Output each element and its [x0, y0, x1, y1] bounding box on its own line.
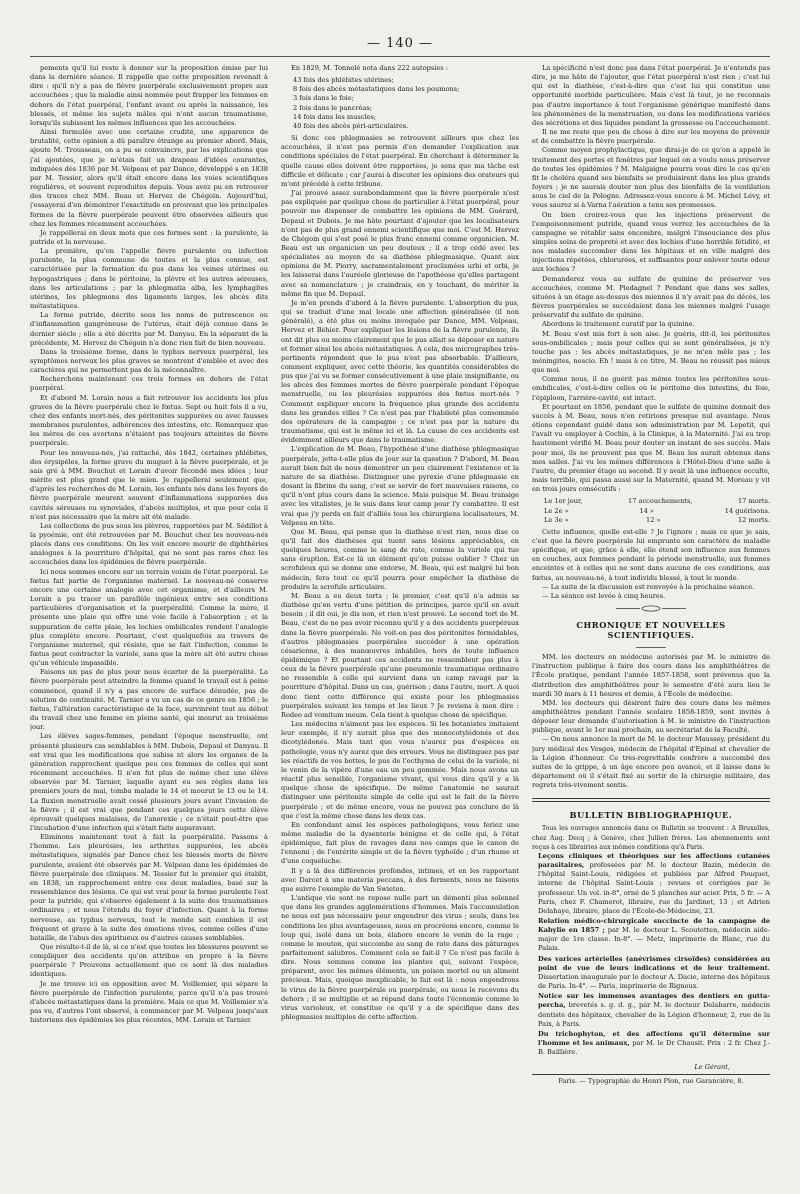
bibliography-entry-title: Leçons cliniques et théoriques sur les affections cutanées parasitaires, — [538, 851, 770, 870]
article-paragraph: pements qu'il lui reste à donner sur la proposition émise par lui dans la dernière séance. Il rappelle que cette proposition revenait à dire : qu'il n'y a pas de fièvre puerpérale exclusivement propre aux accouchées ; que la maladie ainsi nommée peut frapper les femmes en dehors de l'état puerpéral, l'enfant avant ou après la naissance, les blessés, et même les sujets mâles qui n'ont aucun traumatisme, lorsqu'ils subissent les mêmes influences que les accouchées. — [30, 64, 268, 127]
manager-signature: Le Gérant, — [694, 1063, 730, 1072]
article-paragraph: Cette influence, quelle est-elle ? Je l'ignore ; mais ce que je sais, c'est que la fièvre puerpérale lui emprunte son caractère de maladie spécifique, et que, grâce à elle, elle étend son influence aux femmes en couches, aux femmes pendant la période menstruelle, aux femmes enceintes et à celles qui ne sont dans aucune de ces conditions, aux fœtus, au nouveau-né, à tout individu blessé, à tout le monde. — [532, 527, 770, 582]
article-paragraph: Que résulte-t-il de là, si ce n'est que toutes les blessures peuvent se compliquer des accidents qu'on attribue en propre à la fièvre puerpérale ? Prouvons actuellement que ce sont là des maladies identiques. — [30, 943, 268, 979]
article-paragraph: — La séance est levée à cinq heures. — [542, 591, 666, 600]
maternity-stat-row — [532, 507, 770, 516]
bibliography-entry-title: Des varices artérielles (anévrismes cirsoïdes) considérées au point de vue de leurs indications et de leur traitement. — [538, 954, 770, 972]
autopsy-intro: En 1829, M. Tonnelé nota dans 222 autopsies : — [291, 64, 448, 72]
maternity-stat-row — [532, 497, 770, 506]
article-paragraph: La forme putride, décrite sous les noms de putrescence ou d'inflammation gangréneuse de l'utérus, était déjà connue dans le dernier siècle ; elle a été décrite par M. Danyau. En la séparant de la précédente, M. Hervez de Chégoin n'a donc rien fait de bien nouveau. — [30, 311, 268, 347]
bibliography-entry — [532, 852, 770, 916]
article-paragraph: L'antique vie sont ne repose nulle part un démenti plus solennel que dans les grandes agglomérations d'hommes. Mais l'accumulation ne nous est pas nécessaire pour engendrer des virus ; seuls, dans les conditions les plus avantageuses, nous en procréons encore, comme le loup qui, isolé dans un bois, élabore encore le venin de la rage ; comme le mouton, qui succombe au sang de rate dans des pâturages parfaitement salubres. Comment cela se fait-il ? Ce n'est pas facile à dire. Nous sommes comme les plantes qui, suivant l'espèce, préparent, avec les mêmes éléments, un poison mortel ou un aliment précieux. Mais, quoique inexplicable, le fait est là : nous engendrons le virus de la fièvre puerpérale ou puerpérale, ou nous le recevons du dehors ; il se multiplie et se répand dans toute l'économie comme le virus varioleux, et constitue ce qu'il y a de spécifique dans des phlegmasies multiples de cette affection. — [281, 894, 519, 1022]
article-paragraph: Les médecins n'aiment pas les espèces. Si les botanistes imitaient leur exemple, il n'y aurait plus que des monocotylédonés et des dicotylédonés. Mais tant que vous n'aurez pas d'espèces en pathologie, vous n'y aurez que des erreurs. Vous ne distinguez pas par les réactifs de vos bottes, le pus de l'ecthyma de celui de la variole, ni le venin de la vipère d'une eau un peu gommée. Mais nous avons un réactif plus sensible, l'organisme vivant, qui vous dira qu'il y a là quelque chose de spécifique. De même l'anatomie ne saurait distinguer une péritonite simple de celle qui est le fait de la fièvre puerpérale ; et de même encore, vous ne pouvez pas conclure de là que c'est la même chose dans les deux cas. — [281, 720, 519, 820]
article-paragraph: Abordons le traitement curatif par la quinine. — [542, 320, 695, 329]
article-paragraph: Que M. Beau, qui pense que la diathèse n'est rien, nous dise ce qu'il fait des diathèses qui tuent sans lésions appréciables, en quelques heures, comme le sang de rate, comme la variole qui tue sans éruption. Est-ce là un élément qu'on puisse oublier ? Chez un scrofuleux qui se donne une entorse, M. Beau, qui est malgré lui bon médecin, fera tout ce qu'il pourra pour empêcher la diathèse de produire la scrofule articulaire. — [281, 527, 519, 591]
bibliography-entry-text: brevetés s. g. d. g., par M. le docteur Delabarre, médecin dentiste des hôpitaux, chevalier de la Légion d'honneur, 2, rue de la Paix, à Paris. — [538, 1001, 770, 1028]
bulletin-rule — [532, 798, 770, 802]
autopsy-stat-line — [281, 122, 519, 131]
autopsy-stat-line — [281, 85, 519, 94]
article-paragraph: Dans la troisième forme, dans le typhus nerveux puerpéral, les symptômes nerveux les plus graves se montrent d'emblée et avec des caractères qui ne permettent pas de la méconnaître. — [30, 347, 268, 375]
article-paragraph: Ici nous sommes encore sur un terrain voisin de l'état puerpéral. Le fœtus fait partie de l'organisme maternel. Le nouveau-né conserve encore une certaine analogie avec cet organisme, et d'ailleurs M. Lorain a pu tracer un parallèle ingénieux entre ses conditions particulières d'organisation et la puerpéralité. Comme la mère, il présente une plaie qui offre une voie facile à l'absorption ; et la suppuration de cette plaie, les lochies ombilicales rendent l'analogie plus complète encore. Pourtant, c'est quelquefois au travers de l'organisme maternel, qui résiste, que se fait l'infection, comme le fœtus peut contracter la variole, sans que la mère ait été autre chose qu'un véhicule impassible. — [30, 567, 268, 668]
bibliography-entry-title: Notice sur les immenses avantages des dentiers en gutta-percha, — [538, 992, 770, 1010]
article-paragraph: Je rappellerai en deux mots que ces formes sont : la purulente, la putride et la nerveuse. — [30, 228, 268, 246]
bulletin-intro: Tous les ouvrages annoncés dans ce Bulletin se trouvent : A Bruxelles, chez Aug. Decq ; à Genève, chez Jullien frères. Les abonnements sont reçus à ces librairies aux mêmes conditions qu'à Paris. — [532, 825, 770, 851]
bibliography-entry — [532, 992, 770, 1029]
maternity-stat-deaths: 12 morts. — [737, 515, 770, 524]
article-paragraph: — La suite de la discussion est renvoyée à la prochaine séance. — [542, 582, 755, 591]
article-paragraph: Recherchons maintenant ces trois formes en dehors de l'état puerpéral. — [30, 375, 268, 393]
chronicle-paragraph: MM. les docteurs qui désirent faire des cours dans les mêmes amphithéâtres pendant l'année scolaire 1858-1859, sont invités à déposer leur demande d'autorisation à M. le ministre de l'instruction publique, avant le 1er mai prochain, au secrétariat de la Faculté. — [532, 698, 770, 735]
bibliography-entry — [532, 917, 770, 954]
article-paragraph: J'ai prouvé assez surabondamment que la fièvre puerpérale n'est pas expliquée par quelque chose de particulier à l'état puerpéral, pour pouvoir me dispenser de combattre les opinions de MM. Guérard, Depaul et Dubois. Je me hâte pourtant d'ajouter que les localisateurs n'ont pas de plus grand ennemi scientifique que moi. C'est M. Hervez de Chégoin qui s'est posé le plus franc ennemi comme organicien. M. Beau est un organicien un peu douteux ; il a trop cédé avec les spécialistes au moyen de sa diathèse phlegmasique. Quant aux opinions de M. Piorry, sacramentalement proclamées urbi et orbi, je les laisserai dans l'auréole glorieuse de l'apothéose qu'elles partagent avec sa nomenclature ; je craindrais, en y touchant, de mériter la même fin que M. Depaul. — [281, 189, 519, 298]
bibliography-entry-text: par M. le Dr Chausit. Prix : 2 fr. Chez J.-B. Baillière. — [538, 1039, 770, 1057]
autopsy-stat-text: 8 fois des abcès métastatiques dans les poumons; — [293, 85, 460, 94]
bibliography-entry — [532, 1030, 770, 1057]
autopsy-stat-text: 3 fois dans le foie; — [293, 94, 354, 103]
article-paragraph: Comme nous, il ne guérit pas même toutes les péritonites sous-ombilicales, c'est-à-dire celles où le péritoine des intestins, du foie, l'épiploon, l'arrière-cavité, est intact. — [532, 375, 770, 402]
article-paragraph: Il ne me reste que peu de chose à dire sur les moyens de prévenir et de combattre la fièvre puerpérale. — [532, 128, 770, 146]
maternity-stat-row — [532, 516, 770, 525]
bibliography-entry-title: Relation médico-chirurgicale succincte de la campagne de Kabylie en 1857 ; — [538, 916, 770, 935]
maternity-stat-deliveries: 12 » — [646, 515, 661, 524]
bulletin-entries — [532, 852, 770, 1057]
column-1 — [30, 64, 268, 1182]
maternity-stats — [532, 497, 770, 524]
article-paragraph: Et pourtant en 1856, pendant que le sulfate de quinine donnait des succès à M. Beau, nous n'en retirions presque nul avantage. Nous étions cependant guidé dans son administration par M. Lepetit, qui l'avait vu employer à Cochin, à la Clinique, à la Maternité. J'ai eu trop hautement vérifié M. Beau pour douter un instant de ses succès. Mais pour moi, ils ne prouvent pas que M. Beau les aurait obtenus dans mes salles. J'ai vu les mêmes différences à l'Hôtel-Dieu d'une salle à l'autre, du premier étage au second. Il y avait là une influence occulte, mais terrible, qui passa aussi sur la Maternité, quand M. Moreau y vit en trois jours consécutifs : — [532, 402, 770, 494]
header-rule — [30, 56, 770, 57]
article-paragraph: En confondant ainsi les espèces pathologiques, vous feriez une même maladie de la dysenterie bénigne et de celle qui, à l'état épidémique, fait plus de ravages dans nos camps que le canon de l'ennemi ; de l'entérite simple et de la fièvre typhoïde ; d'un rhume et d'une coqueluche. — [281, 820, 519, 866]
article-paragraph: M. Beau s'est mis fort à son aise. Je guéris, dit-il, les péritonites sous-ombilicales ; mais pour celles qui se sont généralisées, je n'y touche pas ; les abcès métastatiques, je ne m'en mêle pas ; les méningites, nescio. Eh ! mais à ce titre, M. Beau ne réussit pas mieux que moi. — [532, 329, 770, 375]
autopsy-stat-text: 43 fois des phlébites utérines; — [293, 76, 394, 85]
autopsy-stat-line — [281, 94, 519, 103]
autopsy-stat-text: 14 fois dans les muscles; — [293, 112, 377, 121]
bibliography-entry-text: par M. le docteur L. Scoutetten, médecin aide-major de 1re classe. In-8°. — Metz, imprimerie de Blanc, rue du Palais. — [538, 926, 770, 953]
autopsy-stat-line — [281, 76, 519, 85]
article-paragraph: Ainsi formulée avec une certaine crudité, une apparence de brutalité, cette opinion a dû paraître étrange au premier abord. Mais, ajoute M. Trousseau, on a pu se convaincre, par les explications que j'ai ajoutées, que je m'étais fait un drapeau d'idées courantes, indiquées dès 1836 par M. Velpeau et par Dance, développé s en 1838 par M. Tessier, alors qu'il était encore dans les voies scientifiques régulières, et souvent reproduites depuis. Vous avez pu en retrouver des traces chez MM. Beau et Hervez de Chégoin. Aujourd'hui, j'essayerai d'en démontrer l'exactitude en prouvant que les principales formes de la fièvre puerpérale peuvent être observées ailleurs que chez les femmes récemment accouchées. — [30, 128, 268, 228]
autopsy-stat-line — [281, 113, 519, 122]
article-paragraph: Pour les nouveau-nés, j'ai rattaché, dès 1842, certaines phlébites, des érysipèles, la forme grave du muguet à la fièvre puerpérale, et je sais gré à MM. Bouchut et Lorain d'avoir fécondé mes idées ; leur mérite est plus grand que le mien. Je rappellerai seulement que, d'après les recherches de M. Lorain, les enfants nés dans les foyers de fièvre puerpérale meurent souvent d'inflammations suppurées des cavités séreuses ou synoviales, d'abcès multiples, et que pour cela il n'est pas nécessaire que la mère ait été malade. — [30, 448, 268, 521]
autopsy-stat-line — [281, 104, 519, 113]
article-paragraph: Je me trouve ici en opposition avec M. Voillemier, qui sépare la fièvre puerpérale de l'infection purulente, parce qu'il n'a pas trouvé d'abcès métastatiques dans la première. Mais ce que M. Voillemier n'a pas vu, d'autres l'ont observé, à commencer par M. Velpeau jusqu'aux historiens des épidémies les plus récentes, MM. Lorain et Tarnier. — [30, 979, 268, 1025]
article-paragraph: Les élèves sages-femmes, pendant l'époque menstruelle, ont présenté plusieurs cas semblables à MM. Dubois, Depaul et Danyau. Il est vrai que les modifications que subiss nt alors les organes de la génération rapprochent quelque peu ces femmes de celles qui sont récemment accouchées. Il n'en fut plus de même chez une élève observée par M. Tarnier, laquelle ayant eu ses règles dans les premiers jours de mai, tomba malade le 14 et mourut le 13 ou le 14. La fluxion menstruelle avait cessé plusieurs jours avant l'invasion de la fièvre ; il est vrai que pendant ces quelques jours cette élève éprouvait quelques malaises, de l'anorexie ; ce n'était peut-être que l'incubation d'une infection qui s'était faite auparavant. — [30, 732, 268, 832]
article-paragraph: M. Beau a eu deux torts ; le premier, c'est qu'il n'a admis sa diathèse qu'en vertu d'une pétition de principes, parce qu'il en avait besoin ; il dit oui, je dis non, et rien n'est prouvé. Le second tort de M. Beau, c'est de ne pas avoir reconnu qu'il y a des accidents puerpéraux dans la fièvre puerpérale. Ne voit-on pas des péritonites formidables, d'autres phlegmasies puerpérales succéder à une opération césarienne, à des manœuvres inhabiles, hors de toute influence épidémique ? Et pourtant ces accidents ne ressemblent pas plus à ceux de la fièvre puerpérale qu'une pneumonie traumatique ordinaire ne ressemble à celle qui survient dans un camp ravagé par la pourriture d'hôpital. Dans un cas, guérison ; dans l'autre, mort. A quoi donc tient cette différence qui existe pour les phlegmasies puerpérales suivant les temps et les lieux ? Je reviens à mon dire : Redeo ad vomitum meum. Cela tient à quelque chose de spécifique. — [281, 591, 519, 719]
maternity-stat-day: Le 2e » — [544, 506, 569, 515]
autopsy-stat-text: 40 fois des abcès péri-articulaires. — [293, 121, 409, 130]
article-paragraph: La première, qu'on l'appelle fièvre purulente ou infection purulente, la plus commune de toutes et la plus connue, est caractérisée par la formation du pus dans les veines utérines ou hypogastriques ; dans le péritoine, la plèvre et les autres séreuses, dans les articulations ; par la phlegmatia alba, les lymphagites utérines, les phlegmons des ligaments larges, les abcès dits métastatiques. — [30, 247, 268, 311]
article-paragraph: Demanderez vous au sulfate de quinine de préserver vos accouchées, comme M. Piedagnel ? Pendant que dans ses salles, situées à un étage au-dessus des miennes il n'y avait pas de décès, les fièvres puerpérales se succédaient dans les miennes malgré l'usage préservatif du sulfate de quinine. — [532, 274, 770, 320]
bulletin-title: BULLETIN BIBLIOGRAPHIQUE. — [569, 810, 733, 821]
article-paragraph: L'explication de M. Beau, l'hypothèse d'une diathèse phlegmasique puerpérale, jette-t-elle plus de jour sur la question ? D'abord, M. Beau aurait bien fait de nous démontrer un peu clairement l'existence et la nature de sa diathèse. Distinguer une pyrexie d'une phlegmasie en dosant la fibrine du sang, c'est se servir de fort mauvaises raisons, ce qu'il n'ont plus cours dans la science. Mais puisque M. Beau transige avec les vitalistes, je le suis dans leur camp pour l'y combattre. Il est vrai que j'y perds en fait d'alliés tous les chirurgiens localisateurs, M. Velpeau en tête. — [281, 445, 519, 527]
chronicle-paragraph: — On nous annonce la mort de M. le docteur Maussey, président du jury médical des Vosges, médecin de l'hôpital d'Epinal et chevalier de la Légion d'honneur. Ce très-regrettable confrère a succombé des suites de la grippe, à un âge encore peu avancé, et il laisse dans le département où il s'était fixé au sortir de la chirurgie militaire, des regrets très-vivement sentis. — [532, 735, 770, 790]
column-3 — [532, 64, 770, 1182]
article-paragraph: La spécificité n'est donc pas dans l'état puerpéral. Je n'entends pas dire, je me hâte de l'ajouter, que l'état puerpéral n'est rien ; c'est lui qui est la diathèse, c'est-à-dire que c'est lui qui constitue une opportunité morbide particulière. Mais c'est là tout, je ne reconnais pas d'autre importance à tout l'organisme générique manifesté dans les phénomènes de la menstruation, ou dans les modifications variées des sécrétions et des liquides pendant la grossesse ou l'accouchement. — [532, 64, 770, 127]
maternity-stat-deliveries: 17 accouchements, — [628, 497, 693, 506]
article-paragraph: Il y a là des différences profondes, intimes, et en les rapportant avec Darcet à une materia peccans, à des ferments, nous ne faisons que suivre l'exemple de Van Swieten. — [281, 866, 519, 893]
autopsy-stat-text: 2 fois dans le pancréas; — [293, 103, 372, 112]
maternity-stat-day: Le 1er jour, — [544, 497, 583, 506]
column-2 — [281, 64, 519, 1182]
autopsy-stats — [281, 76, 519, 131]
printer-line: Paris. — Typographie de Henri Plon, rue Garancière, 8. — [532, 1074, 770, 1086]
article-paragraph: Eliminons maintenant tout à fait la puerpéralité. Passons à l'homme. Les pleurésies, les arthrites suppurées, les abcès métastatiques, signalés par Dance chez les blessés morts de fièvre purulente, avaient été observés par M. Velpeau dans les épidémies de fièvre puerpérale des cliniques. M. Tessier fut le premier qui établit, en 1838, un rapprochement entre ces deux maladies, basé sur la ressemblance des lésions. Ce qui est vrai pour la forme purulente l'est pour la putride, qui s'observe également à la suite des traumatismes ordinaires ; et nous l'étendu du foyer d'infection. Quant à la forme nerveuse, au typhus nerveux, tout le monde sait combien il est fréquent et grave à la suite des émotions vives, comme celles d'une bataille, de l'abus des spiritueux ou d'autres causes semblables. — [30, 833, 268, 942]
article-paragraph: Faisons un pas de plus pour nous écarter de la puerpéralité. La fièvre puerpérale peut atteindre la femme quand le travail est à peine commencé, quand il n'y a pas encore de surface dénudée, pas de solution de continuité. M. Tarnier a vu un cas de ce genre en 1856 ; le fœtus, l'altération caractéristique de la face, survinrent tout au début du travail chez une femme en pleine santé, qui mourut au troisième jour. — [30, 668, 268, 732]
bibliography-entry-text: Dissertation inaugurale par le docteur A. Dacie, interne des hôpitaux de Paris. In-4°. — Paris, imprimerie de Rignoux. — [538, 972, 770, 991]
page-number: — 140 — — [366, 36, 434, 51]
chronicle-title: CHRONIQUE ET NOUVELLES SCIENTIFIQUES. — [576, 620, 726, 641]
chronicle-paragraph: MM. les docteurs en médecine autorisés par M. le ministre de l'instruction publique à faire des cours dans les amphithéâtres de l'École pratique, pendant l'année 1857-1858, sont prévenus que la distribution des amphithéâtres pour le semestre d'été aura lieu le mardi 30 mars à 11 heures et demie, à l'École de médecine. — [532, 653, 770, 698]
ornament-divider — [616, 605, 686, 612]
article-paragraph: On bien croirez-vous que les injections préservent de l'empoisonnement putride, quand vous verrez les accouchées de la campagne se rétablir sans encombre, malgré l'insouciance des plus simples soins de propreté et avec des lochies d'une horrible fétidité, et nos malades succomber dans les hôpitaux et en ville malgré des injections répétées, chlorurées, et suffisantes pour enlever toute odeur aux lochies ? — [532, 210, 770, 274]
article-paragraph: Comme moyen prophylactique, que dirai-je de ce qu'on a appelé le traitement des portes et fenêtres par lequel on a voulu nous préserver de toutes les épidémies ? M. Malgaigne pourra vous dire le cas qu'en fit le choléra quand ses bienfaits se produisirent dans les plus grands foyers ; je ne saurais douter non plus des bienfaits de la ventilation sous le ciel de la Pologne. Adressez-vous encore à M. Michel Lévy, et vous saurez si à Varna l'aération a tenu ses promesses. — [532, 146, 770, 210]
maternity-stat-deliveries: 14 » — [639, 506, 654, 515]
bibliography-entry-text: professées par M. le docteur Bazin, médecin de l'hôpital Saint-Louis, rédigées et publiées par Alfred Pouquet, interne de l'hôpital Saint-Louis ; revues et corrigées par le professeur. Un vol. in-8°, orné de 5 planches sur acier. Prix, 5 fr. — A Paris, chez F. Chamerot, libraire, rue du Jardinet, 13 ; et Adrien Delahaye, libraire, place de l'École-de-Médecine, 23. — [538, 861, 770, 915]
bibliography-entry-title: Du trichophyton, et des affections qu'il détermine sur l'homme et les animaux, — [538, 1029, 770, 1047]
ornament-divider-small — [616, 644, 686, 651]
bibliography-entry — [532, 955, 770, 992]
maternity-stat-day: Le 3e » — [544, 515, 569, 524]
article-paragraph: Les collections de pus sous les plèvres, rapportées par M. Sédillot à la pyoémie, ont été retrouvées par M. Bouchut chez les nouveau-nés placés dans ces conditions. On les voit encore mourir de diphthéries analogues à la pourriture d'hôpital, qui ne sont pas rares chez les accouchées dans les épidémies de fièvre puerpérale. — [30, 521, 268, 567]
maternity-stat-deaths: 17 morts. — [737, 497, 770, 506]
article-paragraph: Si donc ces phlegmasies se retrouvent ailleurs que chez les accouchées, il n'est pas permis d'en demander l'explication aux conditions spéciales de l'état puerpéral. En cherchant à déterminer la quelle cause elles doivent être rapportées, je sens que ma tâche est difficile et délicate ; car j'aurai à discuter les opinions des orateurs qui m'ont précédé à cette tribune. — [281, 134, 519, 188]
article-paragraph: Et d'abord M. Lorain nous a fait retrouver les accidents les plus graves de la fièvre puerpérale chez le fœtus. Sept ou huit fois il a vu, chez des enfants mort-nés, des péritonites suppurées ou avec fausses membranes purulentes, adhérences des intestins, etc. Remarquez que les mères de ces avortons n'étaient pas toujours atteintes de fièvre puerpérale. — [30, 393, 268, 448]
maternity-stat-deaths: 14 guérisons. — [724, 506, 770, 515]
article-paragraph: Je m'en prends d'abord à la fièvre purulente. L'absorption du pus, qui se traduit d'une mal locale une affection généralisée (il non généralé), a été plus ou moins invoquée par Dance, MM. Velpeau, Hervez et Béhier. Pour expliquer les lésions de la fièvre purulente, ils ont dit plus ou moins clairement que le pus allait se déposer en nature et former ainsi les abcès métastatiques. A cela, des micrographes très-pertinents répondent que le pus n'est pas absorbable. D'ailleurs, comment expliquer, avec cette théorie, les quantités considérables de pus que j'ai vu se former consécutivement à une plaie insignifiante, ou les abcès des femmes mortes de fièvre puerpérale pendant l'époque menstruelle, ou les pleurésies suppurées des fœtus mort-nés ? Comment expliquer encore la fréquence plus grande des accidents dans les grandes villes ? Ce n'est pas par l'habileté plus consommée des opérateurs de la campagne ; ce n'est pas par la nature du traumatisme, qui est le même ici et là. La cause de ces accidents est évidemment ailleurs que dans le traumatisme. — [281, 298, 519, 445]
